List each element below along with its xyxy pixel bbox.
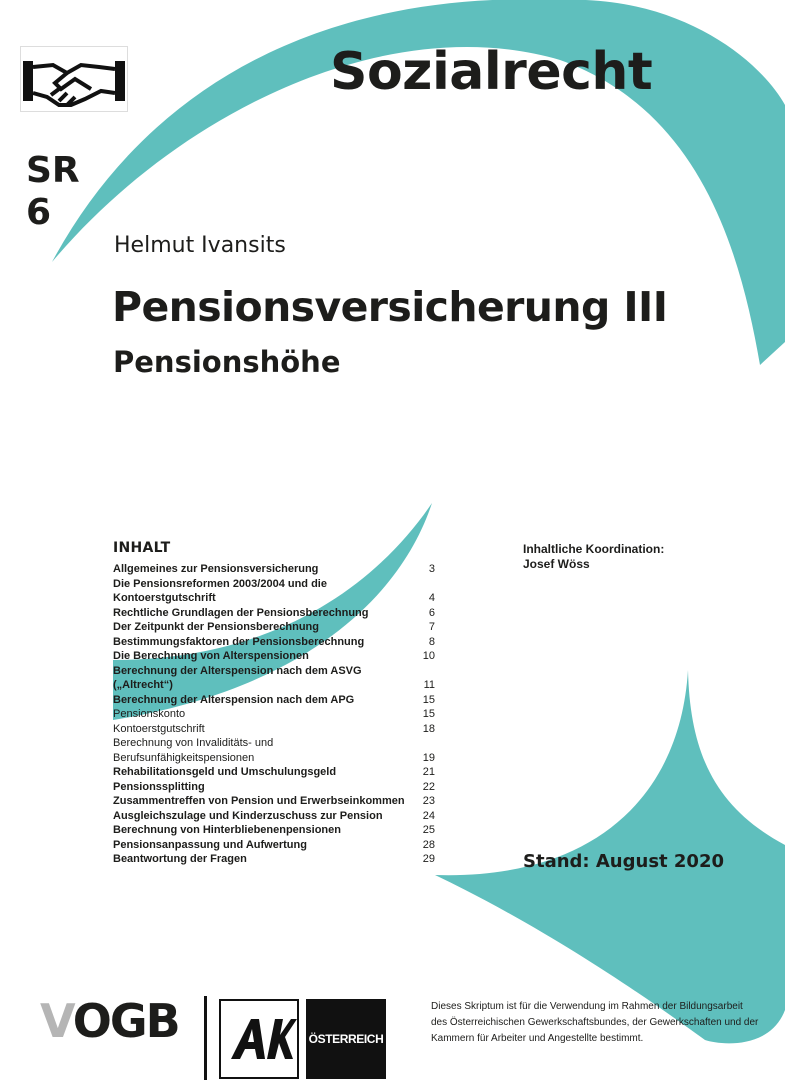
table-of-contents bbox=[113, 540, 435, 867]
toc-heading: INHALT bbox=[113, 540, 171, 556]
toc-item-page: 22 bbox=[422, 780, 435, 793]
oegb-logo-rest: OGB bbox=[72, 994, 179, 1048]
toc-item bbox=[113, 736, 435, 765]
ak-logo bbox=[219, 999, 299, 1079]
toc-item-page: 15 bbox=[422, 708, 435, 720]
ak-logo-icon bbox=[221, 1001, 297, 1077]
toc-item-page: 11 bbox=[423, 679, 435, 691]
toc-item bbox=[113, 562, 435, 577]
handshake-icon bbox=[21, 47, 127, 111]
toc-item-title: Beantwortung der Fragen bbox=[113, 853, 247, 865]
toc-item-title: Zusammentreffen von Pension und Erwerbseinkommen bbox=[113, 795, 405, 807]
coordination-label: Inhaltliche Koordination: bbox=[523, 542, 665, 556]
toc-item bbox=[113, 635, 435, 650]
toc-item-page: 10 bbox=[422, 650, 435, 662]
toc-item-title: Die Berechnung von Alterspensionen bbox=[113, 650, 309, 662]
toc-item bbox=[113, 620, 435, 635]
toc-item bbox=[113, 852, 435, 867]
toc-item-page: 19 bbox=[422, 751, 435, 764]
toc-item-page: 28 bbox=[422, 838, 435, 851]
toc-item-title: Pensionsanpassung und Aufwertung bbox=[113, 838, 307, 851]
document-subtitle: Pensionshöhe bbox=[113, 345, 341, 379]
oegb-logo bbox=[40, 996, 179, 1046]
series-code bbox=[26, 150, 106, 234]
toc-item-title: Bestimmungsfaktoren der Pensionsberechnung bbox=[113, 635, 365, 648]
toc-item-title: Berechnung der Alterspension nach dem ASVG („Altrecht“) bbox=[113, 664, 362, 691]
oesterreich-label: ÖSTERREICH bbox=[308, 1032, 384, 1046]
toc-item-page: 15 bbox=[422, 693, 435, 706]
toc-item-page: 18 bbox=[422, 722, 435, 735]
toc-item-title: Ausgleichszulage und Kinderzuschuss zur Pension bbox=[113, 809, 383, 822]
series-code-line2: 6 bbox=[26, 192, 52, 233]
toc-item-page: 3 bbox=[428, 563, 435, 575]
toc-item-page: 8 bbox=[428, 635, 435, 648]
toc-item bbox=[113, 809, 435, 824]
series-code-line1: SR bbox=[26, 150, 80, 191]
toc-list bbox=[113, 562, 435, 867]
oegb-logo-first: V bbox=[40, 994, 73, 1048]
toc-item-title: Berechnung von Hinterbliebenenpensionen bbox=[113, 824, 341, 836]
stand-date: Stand: August 2020 bbox=[523, 851, 725, 872]
toc-item bbox=[113, 838, 435, 853]
toc-item bbox=[113, 577, 435, 606]
toc-item-page: 29 bbox=[422, 853, 435, 865]
toc-item bbox=[113, 722, 435, 737]
toc-item-title: Rehabilitationsgeld und Umschulungsgeld bbox=[113, 766, 337, 778]
series-title: Sozialrecht bbox=[330, 42, 653, 102]
toc-item-title: Der Zeitpunkt der Pensionsberechnung bbox=[113, 621, 319, 633]
toc-item-title: Rechtliche Grundlagen der Pensionsberechnung bbox=[113, 606, 369, 619]
toc-item bbox=[113, 606, 435, 621]
document-title: Pensionsversicherung III bbox=[112, 283, 668, 331]
toc-item bbox=[113, 780, 435, 795]
toc-item-page: 24 bbox=[422, 809, 435, 822]
toc-item-title: Pensionskonto bbox=[113, 708, 186, 720]
toc-item-title: Kontoerstgutschrift bbox=[113, 722, 205, 735]
coordination-block bbox=[523, 542, 664, 572]
toc-item bbox=[113, 707, 435, 722]
toc-item-title: Berechnung von Invaliditäts- und Berufsunfähigkeitspensionen bbox=[113, 737, 274, 764]
toc-item bbox=[113, 765, 435, 780]
toc-item-page: 7 bbox=[428, 621, 435, 633]
toc-item bbox=[113, 823, 435, 838]
toc-item-title: Berechnung der Alterspension nach dem APG bbox=[113, 693, 355, 706]
handshake-logo bbox=[20, 46, 128, 112]
toc-item-page: 21 bbox=[422, 766, 435, 778]
toc-item-title: Die Pensionsreformen 2003/2004 und die Kontoerstgutschrift bbox=[113, 577, 327, 604]
oesterreich-logo bbox=[306, 999, 386, 1079]
toc-item-page: 23 bbox=[422, 795, 435, 807]
toc-item-page: 6 bbox=[428, 606, 435, 619]
logo-divider bbox=[204, 996, 207, 1080]
toc-item-title: Allgemeines zur Pensionsversicherung bbox=[113, 563, 319, 575]
toc-item bbox=[113, 664, 435, 693]
toc-item bbox=[113, 649, 435, 664]
disclaimer-text: Dieses Skriptum ist für die Verwendung im Rahmen der Bildungsarbeit des Österreichischen Gewerkschaftsbundes, der Gewerkschaften und der Kammern für Arbeiter und Angestellte bestimmt. bbox=[431, 1001, 759, 1044]
toc-item-page: 25 bbox=[422, 824, 435, 836]
toc-item bbox=[113, 693, 435, 708]
author-name: Helmut Ivansits bbox=[114, 233, 286, 258]
toc-item bbox=[113, 794, 435, 809]
toc-item-title: Pensionssplitting bbox=[113, 780, 205, 793]
toc-item-page: 4 bbox=[428, 592, 435, 604]
coordination-name: Josef Wöss bbox=[523, 557, 590, 571]
